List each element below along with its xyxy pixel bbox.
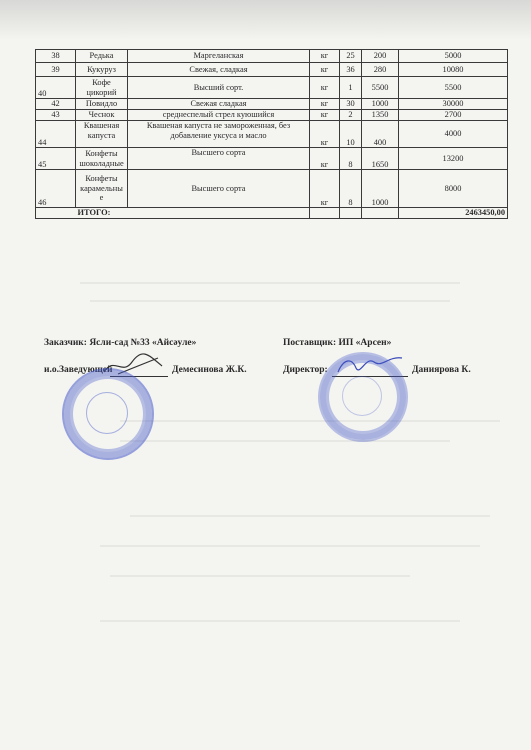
item-sum: 2700 (399, 110, 508, 121)
total-label: ИТОГО: (76, 208, 310, 219)
row-number: 38 (36, 50, 76, 63)
item-sum: 30000 (399, 99, 508, 110)
bleed-through-line (120, 440, 450, 442)
item-price: 5500 (362, 77, 399, 99)
bleed-through-line (100, 545, 480, 547)
bleed-through-line (130, 515, 490, 517)
supplier-position: Директор: (283, 365, 328, 375)
item-price: 400 (362, 121, 399, 148)
table-row (36, 77, 508, 99)
item-qty: 30 (340, 99, 362, 110)
total-value: 2463450,00 (399, 208, 508, 219)
item-name: Кукуруз (76, 63, 128, 77)
item-sum: 4000 (399, 121, 508, 148)
item-description: Высшего сорта (128, 148, 310, 170)
item-unit: кг (310, 170, 340, 208)
item-name: Чеснок (76, 110, 128, 121)
customer-signer: Демесинова Ж.К. (172, 365, 247, 375)
table-row (36, 148, 508, 170)
goods-table (35, 49, 507, 219)
table-row (36, 50, 508, 63)
supplier-stamp (318, 352, 408, 442)
supplier-title: Поставщик: ИП «Арсен» (283, 338, 392, 348)
item-qty: 36 (340, 63, 362, 77)
item-unit: кг (310, 77, 340, 99)
item-description: Свежая сладкая (128, 99, 310, 110)
item-unit: кг (310, 121, 340, 148)
item-price: 280 (362, 63, 399, 77)
item-sum: 5000 (399, 50, 508, 63)
table-row (36, 63, 508, 77)
row-number: 40 (36, 77, 76, 99)
table-row (36, 170, 508, 208)
item-unit: кг (310, 110, 340, 121)
item-description: Маргеланская (128, 50, 310, 63)
customer-position: и.о.Заведующей (44, 365, 113, 375)
row-number: 42 (36, 99, 76, 110)
row-number: 46 (36, 170, 76, 208)
row-number: 45 (36, 148, 76, 170)
item-qty: 25 (340, 50, 362, 63)
bleed-through-line (100, 620, 460, 622)
item-qty: 8 (340, 170, 362, 208)
item-name: Конфеты карамельны е (76, 170, 128, 208)
item-sum: 10080 (399, 63, 508, 77)
customer-title: Заказчик: Ясли-сад №33 «Айсәуле» (44, 338, 197, 348)
item-sum: 13200 (399, 148, 508, 170)
total-row (36, 208, 508, 219)
item-qty: 2 (340, 110, 362, 121)
item-sum: 8000 (399, 170, 508, 208)
item-qty: 1 (340, 77, 362, 99)
item-unit: кг (310, 50, 340, 63)
bleed-through-line (110, 575, 410, 577)
item-price: 1000 (362, 170, 399, 208)
table-row (36, 99, 508, 110)
row-number: 43 (36, 110, 76, 121)
item-description: среднеспелый стрел куюшийся (128, 110, 310, 121)
bleed-through-line (80, 282, 460, 284)
item-price: 1650 (362, 148, 399, 170)
item-unit: кг (310, 63, 340, 77)
item-unit: кг (310, 99, 340, 110)
item-price: 1000 (362, 99, 399, 110)
item-qty: 8 (340, 148, 362, 170)
item-name: Повидло (76, 99, 128, 110)
item-name: Редька (76, 50, 128, 63)
item-qty: 10 (340, 121, 362, 148)
item-name: Квашеная капуста (76, 121, 128, 148)
item-description: Свежая, сладкая (128, 63, 310, 77)
item-description: Квашеная капуста не замороженная, без добавление уксуса и масло (128, 121, 310, 148)
customer-stamp (62, 368, 154, 460)
row-number: 44 (36, 121, 76, 148)
bleed-through-line (120, 420, 500, 422)
bleed-through-line (90, 300, 450, 302)
table-row (36, 121, 508, 148)
table-row (36, 110, 508, 121)
item-description: Высший сорт. (128, 77, 310, 99)
item-description: Высшего сорта (128, 170, 310, 208)
item-price: 1350 (362, 110, 399, 121)
item-name: Конфеты шоколадные (76, 148, 128, 170)
item-sum: 5500 (399, 77, 508, 99)
row-number: 39 (36, 63, 76, 77)
item-name: Кофе цикорий (76, 77, 128, 99)
item-unit: кг (310, 148, 340, 170)
supplier-signer: Даниярова К. (412, 365, 471, 375)
item-price: 200 (362, 50, 399, 63)
scan-shadow (0, 0, 531, 40)
